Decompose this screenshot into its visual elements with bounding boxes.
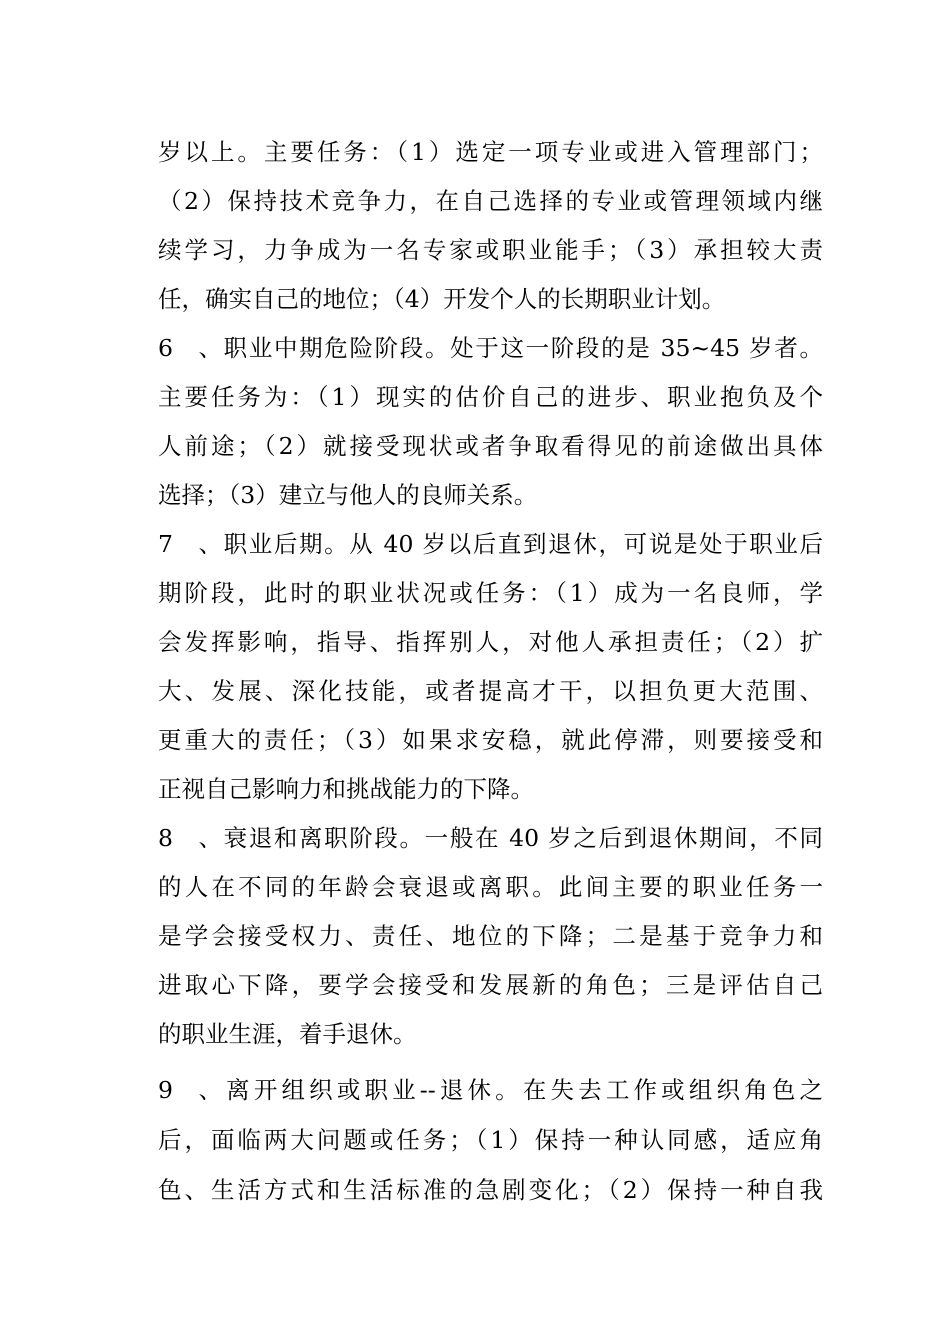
item-6-text: 职业中期危险阶段。处于这一阶段的是 35~45 岁者。 [222, 334, 823, 362]
list-item-8-first-line [158, 818, 823, 858]
item-8-text: 衰退和离职阶段。一般在 40 岁之后到退休期间，不同 [222, 824, 823, 852]
text-line-14: 正视自己影响力和挑战能力的下降。 [158, 775, 534, 803]
item-7-text: 职业后期。从 40 岁以后直到退休，可说是处于职业后 [222, 530, 823, 558]
text-line-1: 岁以上。主要任务：（1）选定一项专业或进入管理部门； [158, 138, 823, 166]
text-line-10: 期阶段，此时的职业状况或任务：（1）成为一名良师，学 [158, 579, 823, 607]
item-number-6: 6、 [158, 334, 222, 362]
text-line-4: 任，确实自己的地位；（4）开发个人的长期职业计划。 [158, 285, 726, 313]
text-line-13: 更重大的责任；（3）如果求安稳，就此停滞，则要接受和 [158, 726, 823, 754]
list-item-6-first-line [158, 328, 823, 368]
text-line-11: 会发挥影响，指导、指挥别人，对他人承担责任；（2）扩 [158, 628, 823, 656]
list-item-7-first-line [158, 524, 823, 564]
item-9-text: 离开组织或职业--退休。在失去工作或组织角色之 [222, 1076, 823, 1104]
text-line-17: 是学会接受权力、责任、地位的下降；二是基于竞争力和 [158, 922, 823, 950]
text-line-6: 主要任务为：（1）现实的估价自己的进步、职业抱负及个 [158, 383, 823, 411]
text-line-19: 的职业生涯，着手退休。 [158, 1020, 417, 1048]
item-number-8: 8、 [158, 824, 222, 852]
item-number-7: 7、 [158, 530, 222, 558]
text-line-21: 后，面临两大问题或任务；（1）保持一种认同感，适应角 [158, 1126, 823, 1154]
text-line-8: 选择；（3）建立与他人的良师关系。 [158, 481, 538, 509]
list-item-9-first-line [158, 1070, 823, 1110]
text-line-22: 色、生活方式和生活标准的急剧变化；（2）保持一种自我 [158, 1176, 823, 1204]
text-line-3: 续学习，力争成为一名专家或职业能手；（3）承担较大责 [158, 236, 823, 264]
text-line-12: 大、发展、深化技能，或者提高才干，以担负更大范围、 [158, 677, 823, 705]
text-line-18: 进取心下降，要学会接受和发展新的角色；三是评估自己 [158, 971, 823, 999]
text-line-2: （2）保持技术竞争力，在自己选择的专业或管理领域内继 [158, 187, 823, 215]
item-number-9: 9、 [158, 1076, 222, 1104]
text-line-7: 人前途；（2）就接受现状或者争取看得见的前途做出具体 [158, 432, 823, 460]
text-line-16: 的人在不同的年龄会衰退或离职。此间主要的职业任务一 [158, 873, 823, 901]
